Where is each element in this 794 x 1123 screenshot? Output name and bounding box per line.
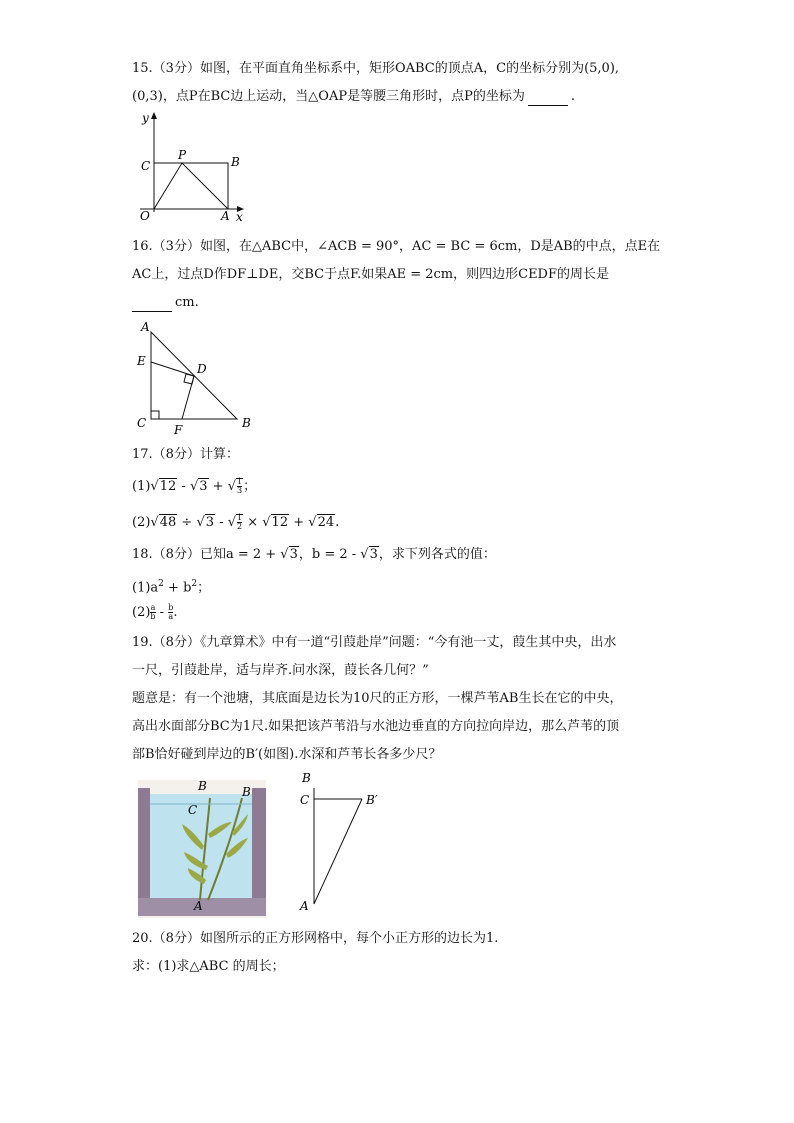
label-c: C (141, 159, 151, 173)
label-y: y (142, 111, 149, 125)
q15-line-2 (132, 88, 575, 106)
label-o: O (140, 209, 150, 223)
photo-label-a: A (194, 899, 203, 913)
triangle-oap (154, 163, 228, 209)
answer-blank (132, 298, 172, 312)
label-b: B (302, 771, 311, 785)
label-p: P (178, 148, 187, 162)
q15-figure (130, 108, 260, 228)
q16-line-2: AC上，过点D作DF⊥DE，交BC于点F.如果AE = 2cm，则四边形CEDF的周长是 (132, 267, 610, 282)
q18-heading: 18.（8分）已知a = 2 + √3，b = 2 - √3，求下列各式的值： (132, 547, 496, 562)
q17-part-2: (2)√48 ÷ √3 - √ $\frac{1}{2}$ × √12 + √24. (132, 513, 340, 531)
q19-line-1: 19.（8分）《九章算术》中有一道“引葭赴岸”问题：“今有池一丈，葭生其中央，出水 (132, 635, 617, 650)
q19-figure (296, 768, 396, 916)
right-angle-d (184, 374, 194, 384)
q19-line-4: 高出水面部分BC为1尺.如果把该芦苇沿与水池边垂直的方向拉向岸边，那么芦苇的顶 (132, 719, 620, 734)
q16-figure (130, 318, 260, 438)
q18-part-2: (2) $\frac{a}{b}$ - $\frac{b}{a}$ . (132, 603, 178, 621)
answer-blank (528, 92, 568, 106)
label-a: A (141, 320, 150, 334)
label-e: E (137, 354, 146, 368)
pond-left-wall (138, 788, 150, 916)
q16-line-1: 16.（3分）如图，在△ABC中，∠ACB = 90°，AC = BC = 6cm，D是AB的中点，点E在 (132, 239, 661, 254)
label-x: x (236, 210, 243, 224)
pond-illustration (138, 780, 266, 918)
photo-label-b: B (198, 780, 207, 793)
q20-line-1: 20.（8分）如图所示的正方形网格中，每个小正方形的边长为1. (132, 931, 499, 946)
y-axis-arrow (151, 112, 157, 119)
q19-line-2: 一尺，引葭赴岸，适与岸齐.问水深，葭长各几何？” (132, 663, 429, 678)
label-a: A (221, 209, 230, 223)
label-c: C (137, 416, 147, 430)
label-b: B (242, 416, 251, 430)
q19-line-3: 题意是：有一个池塘，其底面是边长为10尺的正方形，一棵芦苇AB生长在它的中央， (132, 691, 623, 706)
q16-line-3 (132, 294, 199, 312)
q19-line-5: 部B恰好碰到岸边的B′(如图).水深和芦苇长各多少尺？ (132, 747, 442, 762)
photo-label-c: C (188, 803, 198, 817)
q15-line-1: 15.（3分）如图，在平面直角坐标系中，矩形OABC的顶点A，C的坐标分别为(5,0), (132, 61, 620, 76)
label-f: F (174, 423, 183, 437)
q17-heading: 17.（8分）计算： (132, 447, 239, 462)
q15-line-2-text: (0,3)，点P在BC边上运动，当△OAP是等腰三角形时，点P的坐标为 (132, 89, 525, 104)
label-d: D (197, 362, 207, 376)
label-a: A (300, 899, 309, 913)
right-angle-c (151, 411, 159, 419)
label-b-prime: B′ (366, 793, 378, 807)
photo-label-b2: B (242, 785, 251, 799)
q20-line-2: 求：(1)求△ABC 的周长； (132, 959, 285, 974)
q18-part-1: $(1)a^2 + b^2$； (132, 579, 211, 596)
rectangle-oabc (154, 163, 228, 209)
segment-ab2 (314, 799, 362, 904)
q16-unit: cm. (175, 295, 199, 310)
label-b: B (231, 155, 240, 169)
q15-line-2-end: . (570, 89, 575, 104)
label-c: C (300, 793, 310, 807)
pond-right-wall (252, 788, 266, 916)
q17-part-1: (1)√12 - √3 + √ $\frac{1}{3}$ ； (132, 477, 257, 495)
